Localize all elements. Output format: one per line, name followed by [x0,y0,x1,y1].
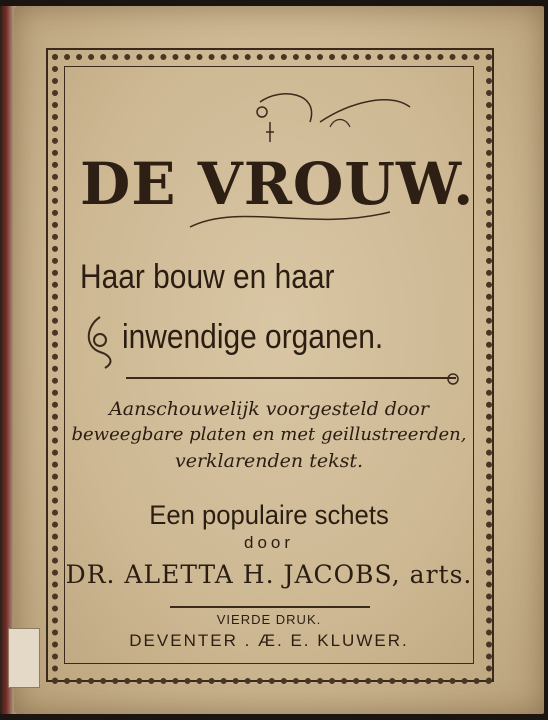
description-line-2: beweegbare platen en met geillustreerden, [71,424,467,445]
divider-rule [126,377,456,379]
by-label: door [243,533,295,552]
description-line-3: verklarenden tekst. [174,450,364,472]
publisher-label: DEVENTER . Æ. E. KLUWER. [129,631,409,650]
edition-label: VIERDE DRUK. [216,612,322,627]
description-line-1: Aanschouwelijk voorgesteld door [109,398,429,420]
book-title: DE VROUW. [80,150,475,218]
author-name: DR. ALETTA H. JACOBS, arts. [65,560,473,589]
scroll-ornament [80,312,120,372]
divider-curl-icon [444,370,462,388]
subtitle-line-2: inwendige organen. [122,318,384,356]
popular-sketch: Een populaire schets [149,500,389,530]
subtitle-line-1: Haar bouw en haar [80,258,335,296]
library-label [8,628,40,688]
edition-rule [170,606,370,608]
